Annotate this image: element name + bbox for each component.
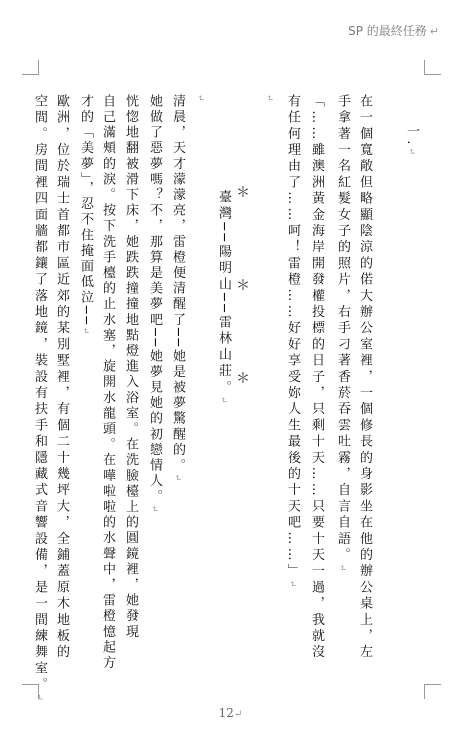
crop-mark-bottom-right <box>424 684 441 699</box>
paragraph-mark-icon: ↵ <box>34 693 44 705</box>
paragraph-mark-icon: ↵ <box>80 326 90 337</box>
paragraph-mark-icon: ↵ <box>172 473 182 484</box>
text-column: 空間。房間裡四面牆都鑲了落地鏡，裝設有扶手和隱藏式音響設備，是一間練舞室。↵ <box>32 94 47 705</box>
text-column: 恍惚地翻被滑下床，她跌跌撞撞地點燈進入浴室。在洗臉檯上的圓鏡裡，她發現 <box>123 94 138 640</box>
paragraph-mark-icon: ↵ <box>195 94 205 105</box>
text-column: 手拿著一名紅髮女子的照片，右手刁著香菸吞雲吐霧，自言自語。↵ <box>335 94 350 575</box>
empty-column <box>260 94 278 105</box>
page-number: 12 <box>218 706 234 720</box>
paragraph-mark-icon: ↵ <box>218 396 228 407</box>
page-header <box>348 22 439 39</box>
text-column: 有任何理由了……呵！雷橙……好好享受妳人生最後的十天吧……」↵ <box>285 94 300 591</box>
crop-mark-top-right <box>424 60 441 75</box>
crop-mark-top-left <box>22 60 39 75</box>
text-column: 自己滿頰的淚。按下洗手檯的止水塞，旋開水龍頭。在嘩啦啦的水聲中，雷橙憶起方 <box>100 94 115 672</box>
paragraph-mark-icon: ↵ <box>287 580 297 591</box>
paragraph-mark-icon: ↵ <box>429 25 439 38</box>
paragraph-mark-icon: ↵ <box>264 94 274 105</box>
chapter-heading: 一.↵ <box>404 124 419 159</box>
star-icon: ＊ <box>236 371 250 387</box>
star-icon: ＊ <box>236 185 250 201</box>
text-column: 在一個寬敞但略顯陰涼的偌大辦公室裡，一個修長的身影坐在他的辦公桌上，左 <box>357 94 372 661</box>
empty-column <box>191 94 209 105</box>
page-footer <box>0 706 461 720</box>
paragraph-mark-icon: ↵ <box>149 504 159 516</box>
text-column: 她做了惡夢嗎？不，那算是美夢吧──她夢見她的初戀情人。↵ <box>147 94 162 516</box>
text-column: 清晨，天才濛濛亮，雷橙便清醒了──她是被夢驚醒的。↵ <box>170 94 185 484</box>
text-column: 「……雖澳洲黃金海岸開發權投標的日子，只剩十天……只要十天一過，我就沒 <box>309 94 324 661</box>
location-line: 臺灣──陽明山──雷林山莊。↵ <box>216 190 231 407</box>
paragraph-mark-icon: ↵ <box>406 147 416 159</box>
text-column: 才的「美夢」，忍不住掩面低泣──↵ <box>78 94 93 337</box>
header-title: SP 的最終任務 <box>348 24 427 38</box>
text-column: 歐洲，位於瑞士首都市區近郊的某別墅裡，有個二十幾坪大，全鋪蓋原木地板的 <box>54 94 69 661</box>
paragraph-mark-icon: ↵ <box>233 709 243 720</box>
section-break-stars <box>236 186 254 386</box>
paragraph-mark-icon: ↵ <box>337 563 347 575</box>
star-icon: ＊ <box>236 278 250 294</box>
